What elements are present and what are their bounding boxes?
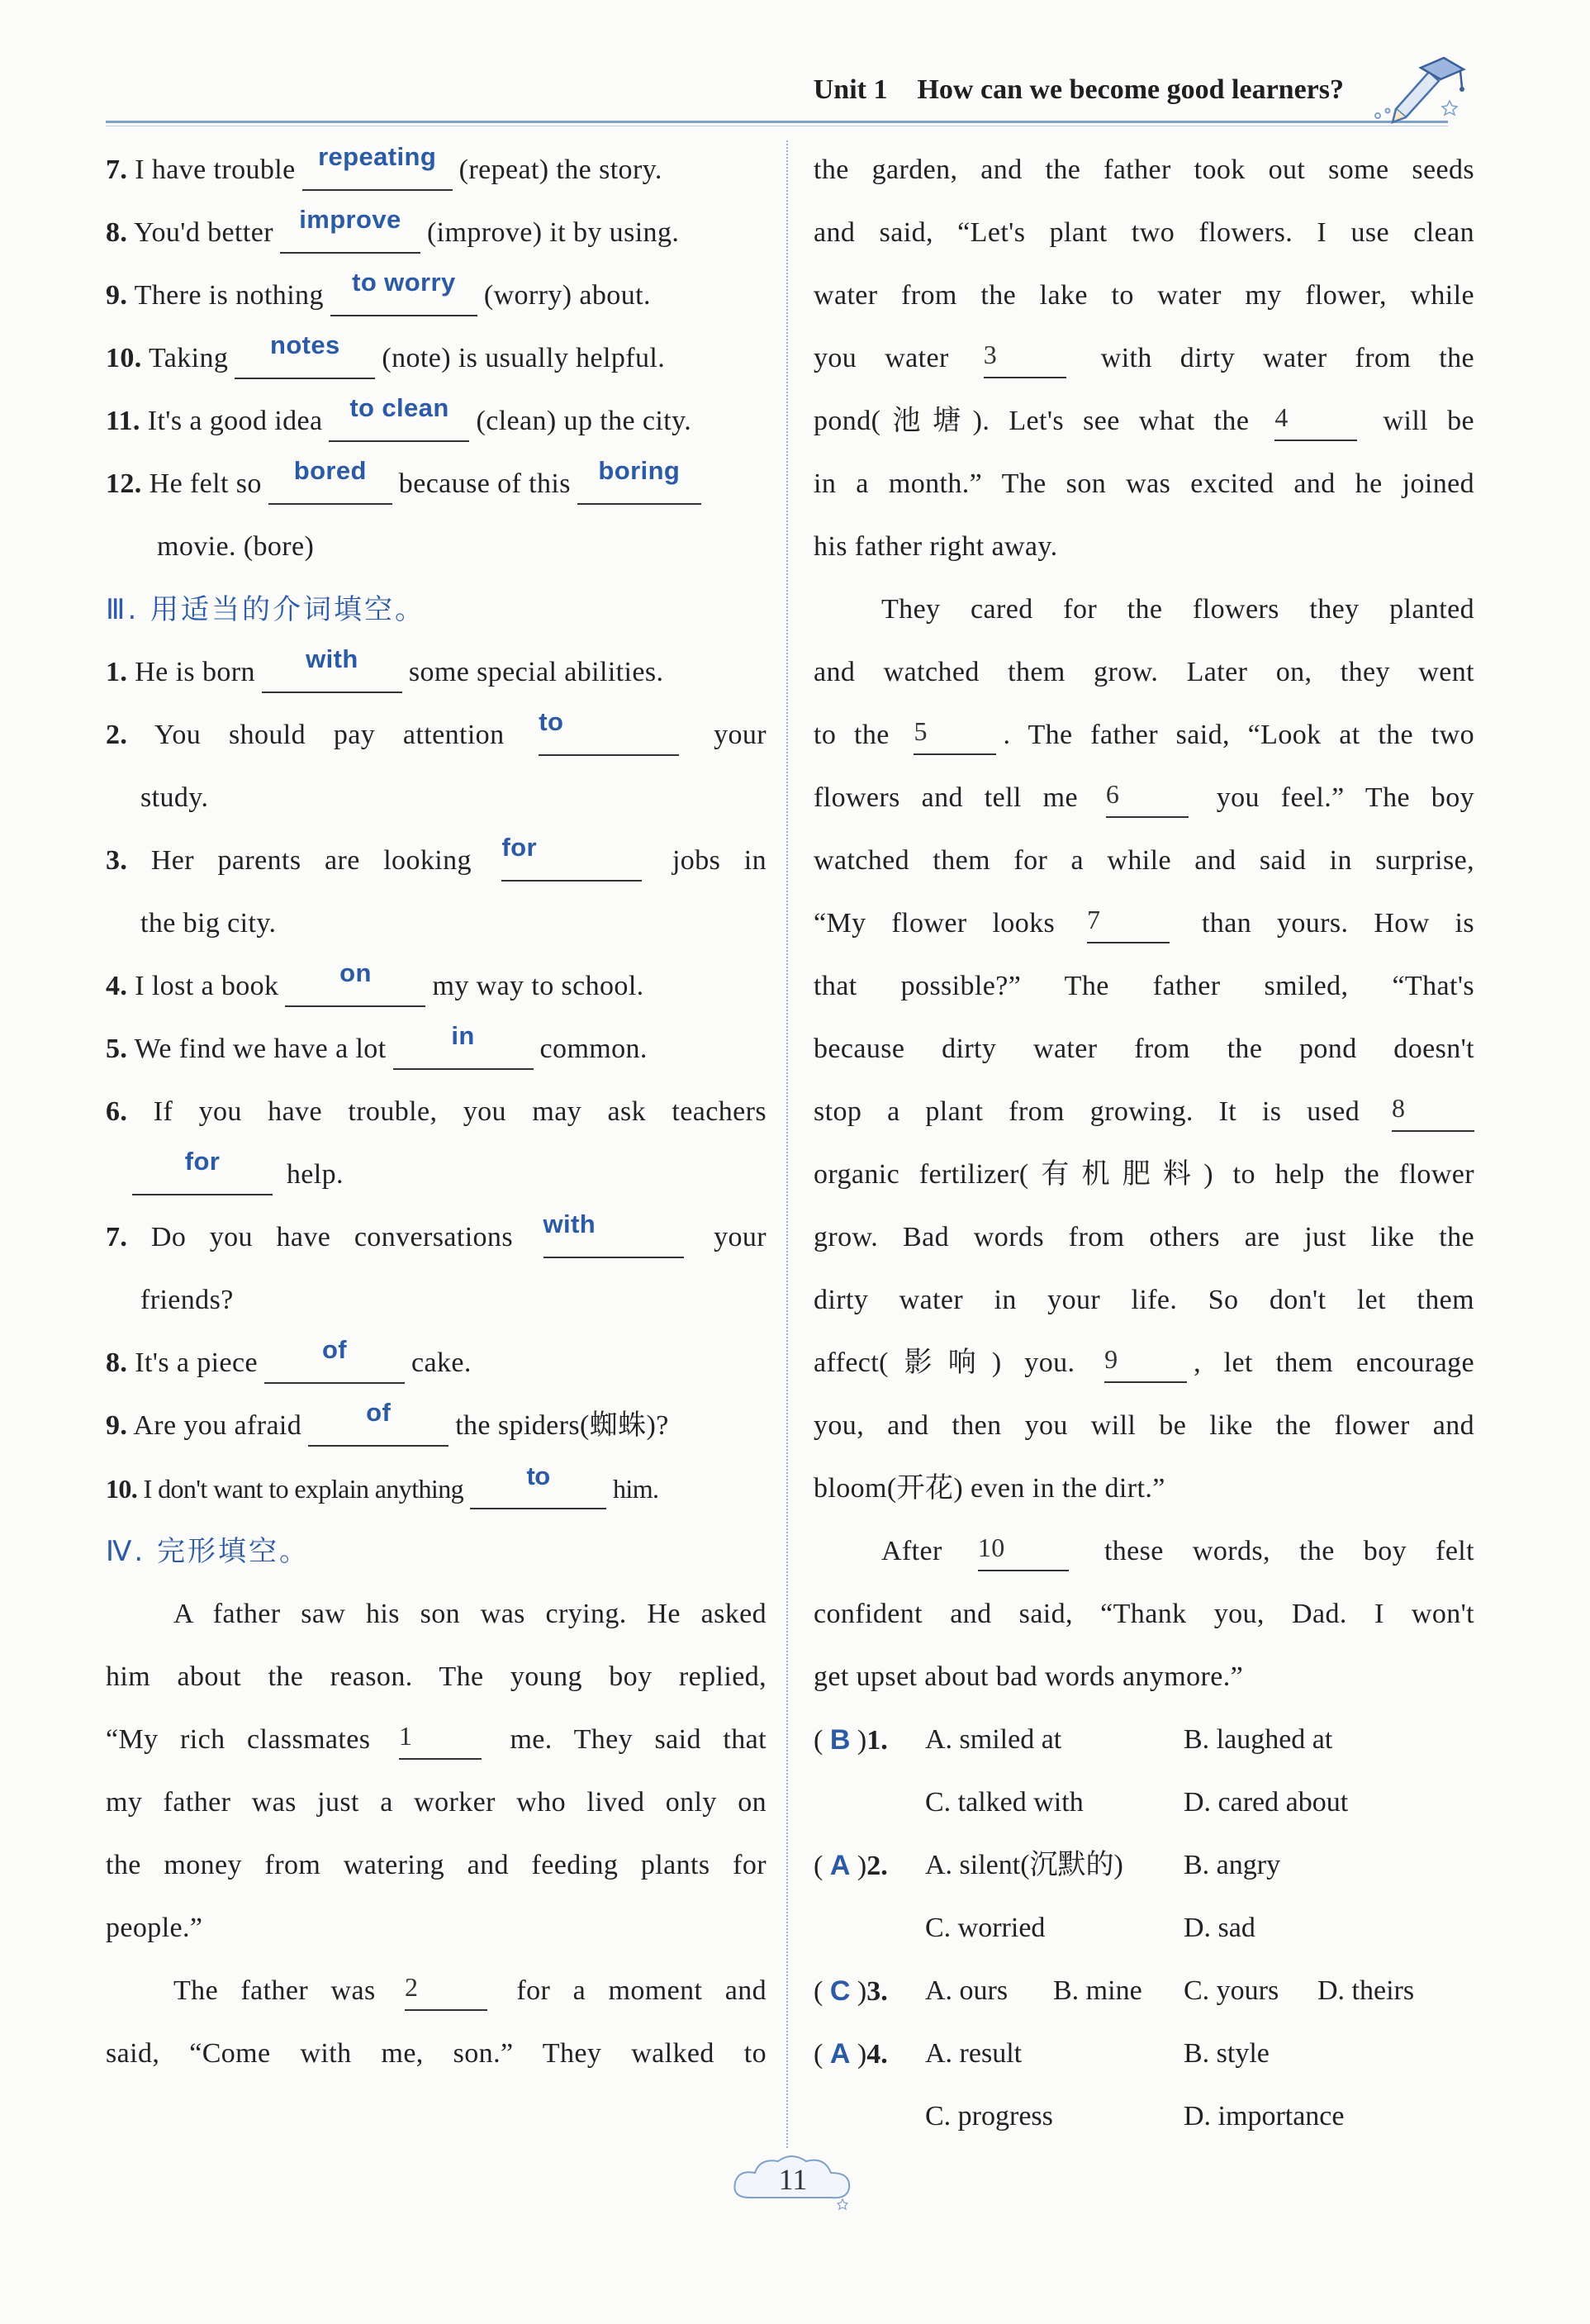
passage-text: grow. Bad words from others are just like the <box>814 1222 1474 1252</box>
exercise-3-q4 <box>106 955 767 1018</box>
q-text: You should pay attention <box>154 720 505 750</box>
blank-number: 5 <box>914 716 928 746</box>
handwritten-answer: improve <box>299 205 401 234</box>
passage-line <box>106 1960 767 2022</box>
q-number: 7. <box>106 1222 128 1252</box>
blank-number: 6 <box>1105 779 1120 809</box>
handwritten-answer: of <box>366 1398 392 1427</box>
option-a[interactable]: A. silent(沉默的) <box>925 1850 1123 1880</box>
q-text: He felt so <box>149 468 262 499</box>
passage-text: , let them encourage <box>1194 1347 1474 1378</box>
passage-text: the garden, and the father took out some seeds <box>814 154 1474 185</box>
q-text: help. <box>286 1159 344 1190</box>
option-a[interactable]: A. ours <box>925 1975 1009 2006</box>
passage-text: “My rich classmates <box>106 1724 371 1755</box>
handwritten-answer: boring <box>598 456 681 485</box>
exercise-3-q7-cont <box>106 1269 767 1332</box>
handwritten-answer: with <box>543 1210 596 1238</box>
option-a[interactable]: A. result <box>925 2038 1023 2069</box>
exercise-2-q12-cont <box>106 516 767 578</box>
passage-line <box>814 829 1474 892</box>
option-c[interactable]: C. worried <box>925 1913 1046 1943</box>
answer-blank[interactable] <box>543 1210 684 1258</box>
passage-line <box>814 641 1474 704</box>
passage-text: stop a plant from growing. It is used <box>814 1096 1360 1127</box>
option-c[interactable]: C. yours <box>1184 1975 1279 2006</box>
passage-text: with dirty water from the <box>1100 343 1474 373</box>
passage-line <box>106 1834 767 1897</box>
passage-text: you feel.” The boy <box>1216 782 1474 813</box>
passage-text: flowers and tell me <box>814 782 1078 813</box>
passage-line <box>106 1646 767 1709</box>
answer-blank[interactable] <box>285 958 425 1007</box>
passage-text: that possible?” The father smiled, “That's <box>814 971 1474 1001</box>
q-text: (clean) up the city. <box>476 406 692 436</box>
answer-blank[interactable] <box>393 1021 534 1070</box>
option-d[interactable]: D. importance <box>1184 2101 1345 2132</box>
answer-blank[interactable] <box>235 330 375 379</box>
right-column <box>814 139 1474 2148</box>
column-divider <box>786 140 788 2148</box>
choice-paren: ( A ) <box>814 2038 867 2070</box>
passage-text: A father saw his son was crying. He asked <box>173 1599 767 1629</box>
option-c[interactable]: C. talked with <box>925 1787 1084 1818</box>
cloze-blank-4[interactable] <box>1274 402 1357 441</box>
blank-number: 10 <box>977 1533 1005 1562</box>
exercise-3-q3 <box>106 829 767 892</box>
passage-text: in a month.” The son was excited and he joined <box>814 468 1474 499</box>
choice-paren: ( C ) <box>814 1975 867 2007</box>
handwritten-answer: to <box>526 1461 550 1490</box>
handwritten-answer: with <box>306 644 358 673</box>
answer-blank[interactable] <box>302 142 453 191</box>
handwritten-answer: A <box>829 1850 851 1881</box>
q-text: If you have trouble, you may ask teachers <box>153 1096 767 1127</box>
passage-line <box>814 139 1474 202</box>
q-number: 2. <box>866 1851 888 1881</box>
q-number: 2. <box>106 720 128 750</box>
cloze-blank-6[interactable] <box>1106 778 1189 818</box>
cloze-blank-5[interactable] <box>914 715 996 755</box>
q-text: movie. (bore) <box>157 531 315 562</box>
passage-line <box>814 1332 1474 1395</box>
handwritten-answer: to <box>539 707 564 736</box>
passage-text: confident and said, “Thank you, Dad. I won't <box>814 1599 1474 1629</box>
passage-line <box>814 390 1474 453</box>
q-text: (note) is usually helpful. <box>382 343 666 373</box>
q-text: It's a piece <box>135 1347 258 1378</box>
answer-blank[interactable] <box>264 1335 405 1384</box>
q-text: because of this <box>398 468 571 499</box>
passage-line <box>106 1583 767 1646</box>
q-text: (worry) about. <box>483 280 651 311</box>
cloze-blank-10[interactable] <box>978 1532 1069 1571</box>
q-text: He is born <box>135 657 255 687</box>
passage-text: the money from watering and feeding plants for <box>106 1850 767 1880</box>
q-number: 4. <box>866 2039 888 2070</box>
passage-text: watched them for a while and said in surprise, <box>814 845 1474 876</box>
option-b[interactable]: B. mine <box>1053 1975 1142 2006</box>
q-number: 4. <box>106 971 128 1001</box>
passage-text: to the <box>814 720 890 750</box>
q-text: common. <box>539 1034 648 1064</box>
answer-blank[interactable] <box>280 205 420 254</box>
blank-number: 8 <box>1392 1093 1406 1123</box>
choice-q2 <box>814 1834 1474 1897</box>
exercise-2-q7 <box>106 139 767 202</box>
choice-q2-cont <box>814 1897 1474 1960</box>
passage-line <box>106 1897 767 1960</box>
passage-text: get upset about bad words anymore.” <box>814 1661 1244 1692</box>
choice-q4-cont <box>814 2085 1474 2148</box>
passage-line <box>814 955 1474 1018</box>
cloze-blank-2[interactable] <box>405 1971 487 2011</box>
passage-text: and said, “Let's plant two flowers. I use clean <box>814 217 1474 248</box>
cloze-blank-8[interactable] <box>1392 1092 1474 1132</box>
q-number: 1. <box>866 1725 888 1756</box>
passage-text: pond(池塘). Let's see what the <box>814 406 1250 436</box>
passage-line <box>814 1206 1474 1269</box>
cloze-blank-9[interactable] <box>1104 1343 1187 1383</box>
exercise-2-q9 <box>106 264 767 327</box>
passage-line <box>814 1583 1474 1646</box>
passage-text: organic fertilizer(有机肥料) to help the flower <box>814 1159 1474 1190</box>
passage-text: me. They said that <box>510 1724 767 1755</box>
passage-text: because dirty water from the pond doesn't <box>814 1034 1474 1064</box>
exercise-3-q7 <box>106 1206 767 1269</box>
exercise-3-q5 <box>106 1018 767 1081</box>
passage-text: They cared for the flowers they planted <box>881 594 1474 625</box>
q-text: Taking <box>149 343 229 373</box>
option-d[interactable]: D. cared about <box>1184 1787 1349 1818</box>
passage-text: water from the lake to water my flower, while <box>814 280 1474 311</box>
option-d[interactable]: D. theirs <box>1317 1975 1415 2006</box>
q-text: You'd better <box>133 217 273 248</box>
q-text: the big city. <box>140 908 277 939</box>
section-4-title: Ⅳ. 完形填空。 <box>106 1535 310 1568</box>
passage-line <box>814 327 1474 390</box>
passage-line <box>814 1520 1474 1583</box>
passage-text: for a moment and <box>516 1975 767 2006</box>
option-c[interactable]: C. progress <box>925 2101 1053 2132</box>
exercise-3-q1 <box>106 641 767 704</box>
exercise-3-q10 <box>106 1457 767 1520</box>
answer-blank[interactable] <box>330 268 477 316</box>
passage-line <box>814 767 1474 829</box>
handwritten-answer: bored <box>293 456 367 485</box>
q-text: friends? <box>140 1285 234 1315</box>
passage-line <box>814 1395 1474 1457</box>
unit-title: How can we become good learners? <box>917 74 1344 105</box>
exercise-3-q2 <box>106 704 767 767</box>
answer-blank[interactable] <box>470 1461 606 1509</box>
q-number: 3. <box>106 845 128 876</box>
q-number: 10. <box>106 1474 138 1504</box>
passage-line <box>814 1081 1474 1143</box>
handwritten-answer: to worry <box>352 268 456 297</box>
passage-line <box>814 578 1474 641</box>
option-d[interactable]: D. sad <box>1184 1913 1255 1943</box>
blank-number: 2 <box>404 1972 419 2002</box>
page-number: 11 <box>778 2163 808 2196</box>
handwritten-answer: for <box>501 833 537 862</box>
passage-line <box>814 704 1474 767</box>
q-number: 3. <box>866 1976 888 2007</box>
q-text: Are you afraid <box>133 1410 302 1441</box>
choice-q3 <box>814 1960 1474 2022</box>
passage-text: you, and then you will be like the flower and <box>814 1410 1474 1441</box>
q-number: 6. <box>106 1096 128 1127</box>
handwritten-answer: of <box>321 1335 347 1364</box>
graduation-pencil-icon <box>1371 51 1470 134</box>
passage-line <box>814 1457 1474 1520</box>
blank-number: 7 <box>1087 905 1101 934</box>
q-number: 1. <box>106 657 128 687</box>
passage-line <box>814 516 1474 578</box>
unit-label: Unit 1 <box>813 74 888 105</box>
left-column <box>106 139 767 2085</box>
q-text: (improve) it by using. <box>426 217 680 248</box>
q-number: 8. <box>106 1347 128 1378</box>
q-text: I lost a book <box>135 971 279 1001</box>
q-text: your <box>714 1222 767 1252</box>
q-text: him. <box>613 1474 659 1504</box>
exercise-2-q12 <box>106 453 767 516</box>
passage-text: said, “Come with me, son.” They walked to <box>106 2038 767 2069</box>
exercise-3-q3-cont <box>106 892 767 955</box>
q-text: your <box>714 720 767 750</box>
passage-text: . The father said, “Look at the two <box>1003 720 1474 750</box>
handwritten-answer: C <box>829 1975 851 2007</box>
passage-line <box>814 1646 1474 1709</box>
exercise-2-q10 <box>106 327 767 390</box>
passage-text: him about the reason. The young boy replied, <box>106 1661 767 1692</box>
blank-number: 4 <box>1274 402 1289 432</box>
exercise-2-q11 <box>106 390 767 453</box>
header-rule <box>106 121 1448 123</box>
exercise-2-q8 <box>106 202 767 264</box>
passage-line <box>814 892 1474 955</box>
passage-text: bloom(开花) even in the dirt.” <box>814 1473 1165 1504</box>
exercise-3-q2-cont <box>106 767 767 829</box>
passage-text: and watched them grow. Later on, they went <box>814 657 1474 687</box>
option-b[interactable]: B. style <box>1184 2038 1270 2069</box>
option-b[interactable]: B. laughed at <box>1184 1724 1333 1755</box>
passage-line <box>814 1143 1474 1206</box>
q-text: my way to school. <box>432 971 644 1001</box>
exercise-3-q6-cont <box>106 1143 767 1206</box>
answer-blank[interactable] <box>308 1398 449 1447</box>
q-number: 11. <box>106 406 140 436</box>
q-number: 9. <box>106 280 128 311</box>
cloze-blank-3[interactable] <box>984 339 1066 378</box>
blank-number: 1 <box>398 1721 413 1751</box>
q-text: Do you have conversations <box>150 1222 513 1252</box>
q-text: I don't want to explain anything <box>143 1474 463 1504</box>
q-text: It's a good idea <box>147 406 323 436</box>
handwritten-answer: A <box>829 2038 851 2070</box>
answer-blank[interactable] <box>262 644 402 693</box>
q-number: 8. <box>106 217 128 248</box>
passage-line <box>106 2022 767 2085</box>
q-text: We find we have a lot <box>134 1034 387 1064</box>
q-text: the spiders(蜘蛛)? <box>455 1410 669 1441</box>
passage-line <box>814 202 1474 264</box>
handwritten-answer: for <box>184 1147 221 1176</box>
handwritten-answer: to clean <box>349 393 449 422</box>
passage-text: his father right away. <box>814 531 1058 562</box>
choice-q1 <box>814 1709 1474 1771</box>
passage-text: you water <box>814 343 949 373</box>
handwritten-answer: in <box>451 1021 475 1050</box>
cloze-blank-7[interactable] <box>1087 904 1170 943</box>
passage-line <box>814 264 1474 327</box>
choice-q1-cont <box>814 1771 1474 1834</box>
passage-text: will be <box>1383 406 1474 436</box>
exercise-3-q8 <box>106 1332 767 1395</box>
passage-line <box>814 1018 1474 1081</box>
passage-line <box>106 1771 767 1834</box>
passage-text: affect(影响) you. <box>814 1347 1075 1378</box>
answer-blank[interactable] <box>539 707 679 756</box>
section-3-title: Ⅲ. 用适当的介词填空。 <box>106 593 426 626</box>
passage-line <box>814 1269 1474 1332</box>
passage-text: “My flower looks <box>814 908 1056 939</box>
choice-paren: ( B ) <box>814 1724 867 1756</box>
answer-blank[interactable] <box>268 456 392 505</box>
handwritten-answer: on <box>339 958 372 987</box>
q-text: There is nothing <box>134 280 324 311</box>
exercise-3-q9 <box>106 1395 767 1457</box>
q-number: 10. <box>106 343 142 373</box>
passage-text: dirty water in your life. So don't let them <box>814 1285 1474 1315</box>
passage-text: After <box>881 1536 942 1566</box>
handwritten-answer: B <box>829 1724 851 1756</box>
answer-blank[interactable] <box>329 393 469 442</box>
option-b[interactable]: B. angry <box>1184 1850 1281 1880</box>
q-number: 12. <box>106 468 142 499</box>
passage-text: my father was just a worker who lived only on <box>106 1787 767 1818</box>
choice-paren: ( A ) <box>814 1850 867 1881</box>
q-number: 7. <box>106 154 128 185</box>
answer-blank[interactable] <box>132 1147 273 1195</box>
answer-blank[interactable] <box>501 833 642 882</box>
q-number: 5. <box>106 1034 128 1064</box>
page-header-title <box>814 74 1344 106</box>
q-text: study. <box>140 782 209 813</box>
q-text: I have trouble <box>135 154 296 185</box>
passage-text: than yours. How is <box>1201 908 1474 939</box>
answer-blank[interactable] <box>577 456 701 505</box>
q-text: (repeat) the story. <box>458 154 662 185</box>
passage-line <box>106 1709 767 1771</box>
passage-text: The father was <box>173 1975 376 2006</box>
q-text: cake. <box>411 1347 472 1378</box>
cloze-blank-1[interactable] <box>399 1720 482 1760</box>
passage-text: people.” <box>106 1913 203 1943</box>
handwritten-answer: repeating <box>318 142 437 171</box>
q-text: Her parents are looking <box>150 845 472 876</box>
blank-number: 9 <box>1104 1344 1118 1374</box>
option-a[interactable]: A. smiled at <box>925 1724 1062 1755</box>
q-text: some special abilities. <box>408 657 664 687</box>
choice-q4 <box>814 2022 1474 2085</box>
q-number: 9. <box>106 1410 128 1441</box>
q-text: jobs in <box>672 845 767 876</box>
handwritten-answer: notes <box>270 330 340 359</box>
blank-number: 3 <box>983 340 998 369</box>
exercise-3-q6 <box>106 1081 767 1143</box>
passage-line <box>814 453 1474 516</box>
passage-text: these words, the boy felt <box>1104 1536 1474 1566</box>
